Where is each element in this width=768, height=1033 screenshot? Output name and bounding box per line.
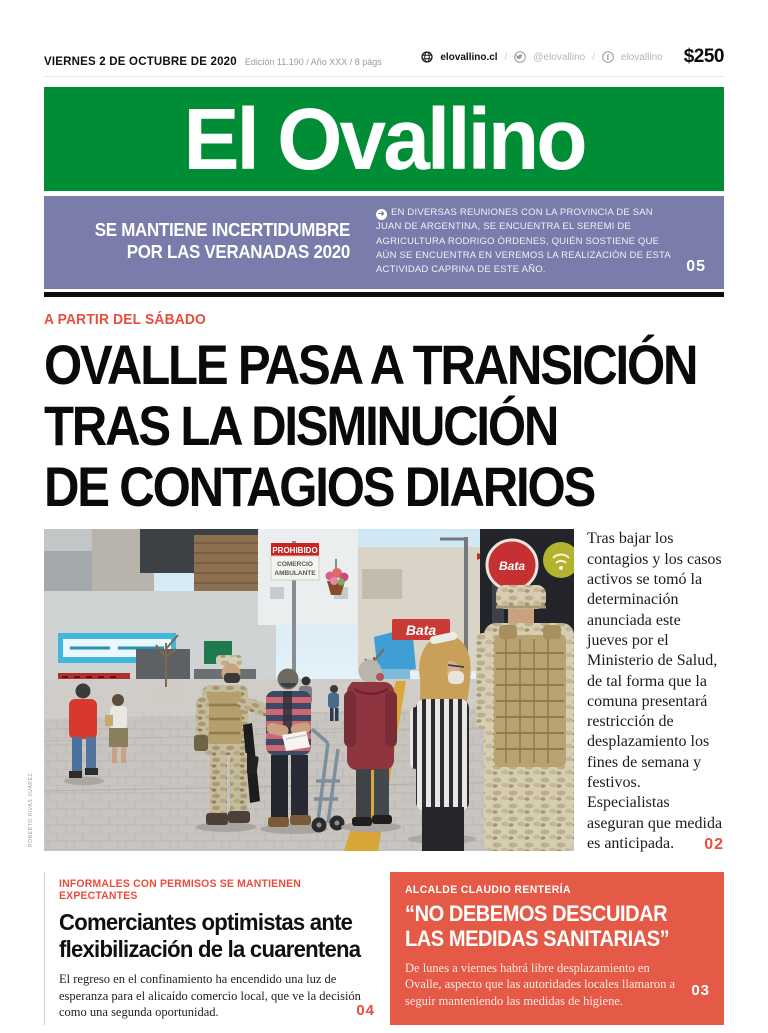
story-right-kicker: ALCALDE CLAUDIO RENTERÍA xyxy=(405,884,571,897)
story-left-headline: Comerciantes optimistas ante flexibilización de la cuarentena xyxy=(59,909,361,962)
story-left-kicker: INFORMALES CON PERMISOS SE MANTIENEN EXPECTANTES xyxy=(59,878,301,903)
svg-text:f: f xyxy=(606,53,610,62)
svg-text:Bata: Bata xyxy=(498,559,526,574)
lead-headline-line2: TRAS LA DISMINUCIÓN xyxy=(44,394,558,458)
street-scene-photo xyxy=(44,529,574,851)
story-right-body: De lunes a viernes habrá libre desplazamiento en Ovalle, aspecto que las autoridades locales llamaron a seguir manteniendo las medidas de higiene. xyxy=(405,960,676,1008)
banner-summary-text: EN DIVERSAS REUNIONES CON LA PROVINCIA DE SAN JUAN DE ARGENTINA, SE ENCUENTRA EL SEREMI DE AGRICULTURA RODRIGO ÓRDENES, QUIÉN SOSTIENE QUE AÚN SE ENCUENTRA EN VEREMOS LA REALIZACIÓN DE ESTA ACTIVIDAD CAPRINA DE ESTE AÑO. xyxy=(376,207,671,275)
price: $250 xyxy=(683,46,724,67)
facebook-icon xyxy=(602,51,614,63)
story-alcalde xyxy=(390,872,724,1025)
lead-page-number: 02 xyxy=(704,836,724,854)
story-right-headline: “NO DEBEMOS DESCUIDAR LAS MEDIDAS SANITARIAS” xyxy=(405,901,670,952)
masthead xyxy=(44,87,724,191)
lead-story-body xyxy=(28,529,724,854)
story-left-page-number: 04 xyxy=(356,1001,375,1019)
date-edition xyxy=(44,56,382,68)
lead-deck-text: Tras bajar los contagios y los casos activos se tomó la determinación anunciada este jueves por el Ministerio de Salud, de tal forma que la comuna presentará restricción de desplazamiento los fines de semana y festivos. Especialistas aseguran que medida es anticipada. xyxy=(587,530,723,853)
arrow-icon: ➜ xyxy=(376,209,387,220)
contact-price xyxy=(421,46,724,68)
svg-text:AMBULANTE: AMBULANTE xyxy=(274,570,316,578)
separator: / xyxy=(592,51,596,63)
lead-headline xyxy=(44,334,724,517)
lead-deck xyxy=(587,529,724,854)
photo-credit: ROBERTO RIVAS SUÁREZ xyxy=(28,773,34,848)
banner-headline-line1: SE MANTIENE INCERTIDUMBRE xyxy=(94,220,351,241)
lead-headline-line3: DE CONTAGIOS DIARIOS xyxy=(44,455,595,519)
story-comerciantes xyxy=(44,872,375,1025)
twitter-icon xyxy=(514,51,526,63)
separator: / xyxy=(504,51,508,63)
bata-circle-sign xyxy=(487,540,537,590)
twitter-handle: @elovallino xyxy=(533,51,586,63)
facebook-handle: elovallino xyxy=(621,51,663,63)
top-info-bar xyxy=(44,46,724,77)
globe-icon xyxy=(421,51,433,63)
lead-kicker: A PARTIR DEL SÁBADO xyxy=(44,311,206,329)
issue-date: VIERNES 2 DE OCTUBRE DE 2020 xyxy=(44,56,237,68)
story-right-page-number: 03 xyxy=(691,981,710,999)
bottom-stories xyxy=(44,872,724,1025)
soldier-back-view xyxy=(476,585,574,851)
banner-headline-line2: POR LAS VERANADAS 2020 xyxy=(126,241,350,262)
website-label: elovallino.cl xyxy=(440,51,498,63)
secondary-story-banner xyxy=(44,196,724,289)
edition-info: Edición 11.190 / Año XXX / 8 págs xyxy=(244,57,382,67)
banner-summary xyxy=(376,206,708,277)
divider-rule xyxy=(44,292,724,297)
svg-text:Bata: Bata xyxy=(405,622,437,639)
story-left-body: El regreso en el confinamiento ha encendido una luz de esperanza para el alicaído comercio local, que ve la decisión como una segunda oportunidad. xyxy=(59,972,361,1020)
svg-text:COMERCIO: COMERCIO xyxy=(277,561,313,569)
banner-headline xyxy=(77,220,350,263)
lead-headline-line1: OVALLE PASA A TRANSICIÓN xyxy=(44,333,697,397)
banner-page-number: 05 xyxy=(686,258,706,276)
svg-text:PROHIBIDO: PROHIBIDO xyxy=(272,546,318,556)
lead-photo xyxy=(28,529,574,851)
newspaper-title: El Ovallino xyxy=(183,90,585,188)
